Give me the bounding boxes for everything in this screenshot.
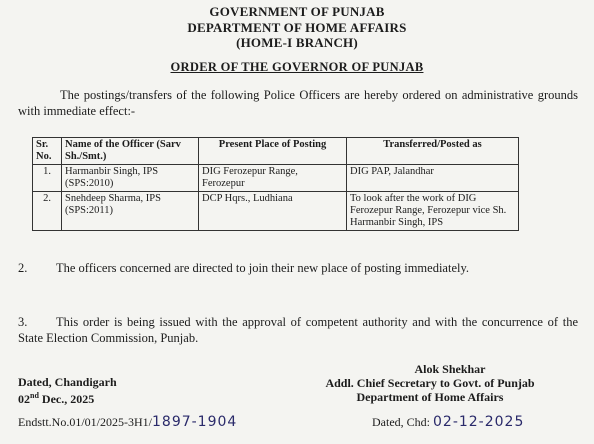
endorsement-number — [18, 414, 237, 430]
header-present-posting: Present Place of Posting — [199, 138, 347, 165]
header-officer-name: Name of the Officer (Sarv Sh./Smt.) — [62, 138, 199, 165]
dated-block — [18, 375, 117, 406]
dated-chandigarh — [372, 414, 524, 430]
paragraph-3-text: This order is being issued with the approval of competent authority and with the concurrence of the State Election Commission, Punjab. — [18, 315, 578, 345]
row-sr: 2. — [33, 192, 62, 231]
dated-date — [18, 389, 117, 406]
row-transferred-as: DIG PAP, Jalandhar — [347, 165, 519, 192]
row-sr: 1. — [33, 165, 62, 192]
table-row — [33, 165, 519, 192]
endorsement-label: Endstt.No.01/01/2025-3H1/ — [18, 415, 152, 429]
dated-chd-label: Dated, Chd: — [372, 415, 433, 429]
dated-day-suffix: nd — [30, 391, 39, 400]
intro-paragraph: The postings/transfers of the following Police Officers are hereby ordered on administrative grounds with immediate effect:- — [18, 88, 578, 118]
header-department: DEPARTMENT OF HOME AFFAIRS — [187, 20, 407, 35]
row-officer-name: Snehdeep Sharma, IPS (SPS:2011) — [62, 192, 199, 231]
header-government: GOVERNMENT OF PUNJAB — [209, 4, 385, 19]
signatory-designation: Addl. Chief Secretary to Govt. of Punjab — [325, 376, 535, 390]
table-header-row — [33, 138, 519, 165]
order-title: ORDER OF THE GOVERNOR OF PUNJAB — [170, 60, 424, 74]
dated-place: Dated, Chandigarh — [18, 375, 117, 389]
paragraph-3 — [18, 314, 578, 346]
row-officer-name: Harmanbir Singh, IPS (SPS:2010) — [62, 165, 199, 192]
header-branch: (HOME-I BRANCH) — [236, 35, 358, 50]
row-present-posting: DCP Hqrs., Ludhiana — [199, 192, 347, 231]
paragraph-2-text: The officers concerned are directed to join their new place of posting immediately. — [56, 261, 470, 275]
paragraph-2-number: 2. — [18, 261, 28, 275]
signature-block — [280, 362, 580, 404]
table-row — [33, 192, 519, 231]
dated-month-year: Dec., 2025 — [38, 392, 95, 406]
endorsement-handwritten: 1897-1904 — [152, 414, 238, 430]
header-sr-no: Sr. No. — [33, 138, 62, 165]
signatory-name: Alok Shekhar — [414, 362, 486, 376]
paragraph-3-number: 3. — [18, 315, 28, 329]
transfer-table — [32, 137, 519, 231]
header-transferred-as: Transferred/Posted as — [347, 138, 519, 165]
dated-chd-handwritten: 02-12-2025 — [433, 414, 525, 430]
row-present-posting: DIG Ferozepur Range, Ferozepur — [199, 165, 347, 192]
signatory-department: Department of Home Affairs — [356, 390, 504, 404]
row-transferred-as: To look after the work of DIG Ferozepur Range, Ferozepur vice Sh. Harmanbir Singh, IPS — [347, 192, 519, 231]
paragraph-2 — [18, 260, 578, 276]
dated-day: 02 — [18, 392, 30, 406]
